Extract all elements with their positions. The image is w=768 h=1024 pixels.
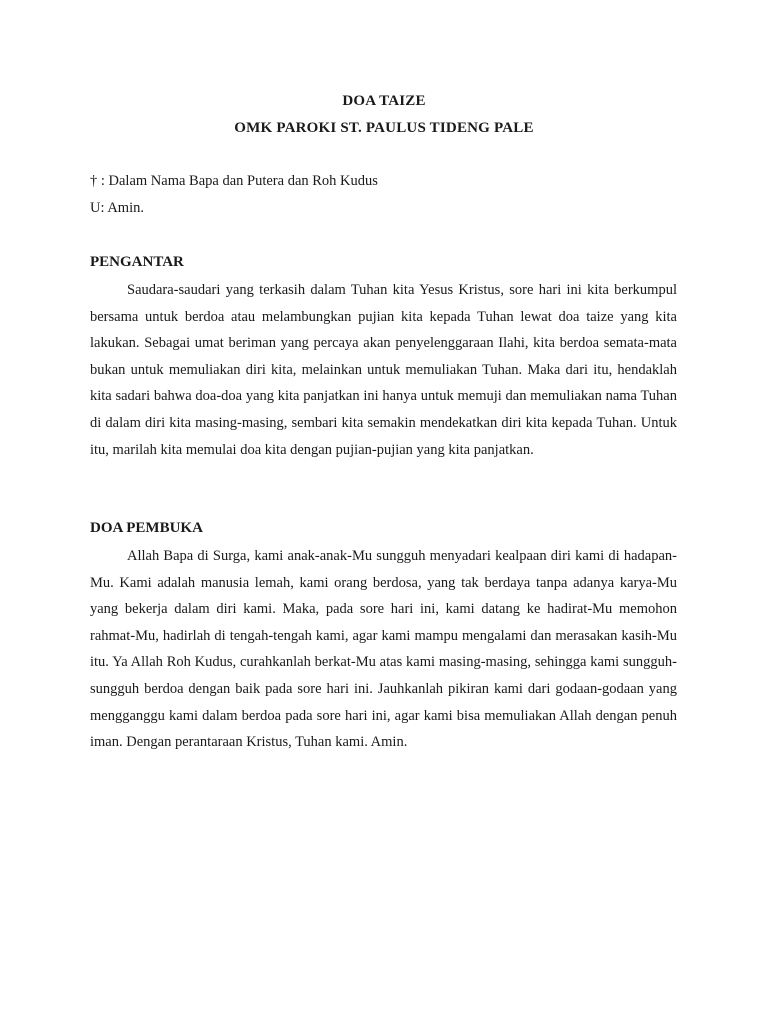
section-body-pengantar: Saudara-saudari yang terkasih dalam Tuhan kita Yesus Kristus, sore hari ini kita berkumpul bersama untuk berdoa atau melambungkan pujian kita kepada Tuhan lewat doa taize yang kita lakukan. Sebagai umat beriman yang percaya akan penyelenggaraan Ilahi, kita berdoa semata-mata bukan untuk memuliakan diri kita, melainkan untuk memuliakan Tuhan. Maka dari itu, hendaklah kita sadari bahwa doa-doa yang kita panjatkan ini hanya untuk memuji dan memuliakan nama Tuhan di dalam diri kita masing-masing, sembari kita semakin mendekatkan diri kita kepada Tuhan. Untuk itu, marilah kita memulai doa kita dengan pujian-pujian yang kita panjatkan. [90,282,677,458]
section-body-doa-pembuka: Allah Bapa di Surga, kami anak-anak-Mu sungguh menyadari kealpaan diri kami di hadapan-Mu. Kami adalah manusia lemah, kami orang berdosa, yang tak berdaya tanpa adanya karya-Mu yang bekerja dalam diri kami. Maka, pada sore hari ini, kami datang ke hadirat-Mu memohon rahmat-Mu, hadirlah di tengah-tengah kami, agar kami mampu mengalami dan merasakan kasih-Mu itu. Ya Allah Roh Kudus, curahkanlah berkat-Mu atas kami masing-masing, sehingga kami sungguh-sungguh berdoa dengan baik pada sore hari ini. Jauhkanlah pikiran kami dari godaan-godaan yang mengganggu kami dalam berdoa pada sore hari ini, agar kami bisa memuliakan Allah dengan penuh iman. Dengan perantaraan Kristus, Tuhan kami. Amin. [90,548,677,751]
document-title: DOA TAIZE [342,93,426,109]
opening-response-line: U: Amin. [90,200,144,216]
section-heading-pengantar: PENGANTAR [90,254,184,270]
document-subtitle: OMK PAROKI ST. PAULUS TIDENG PALE [234,120,534,136]
section-heading-doa-pembuka: DOA PEMBUKA [90,520,203,536]
opening-leader-line: † : Dalam Nama Bapa dan Putera dan Roh Kudus [90,173,378,189]
